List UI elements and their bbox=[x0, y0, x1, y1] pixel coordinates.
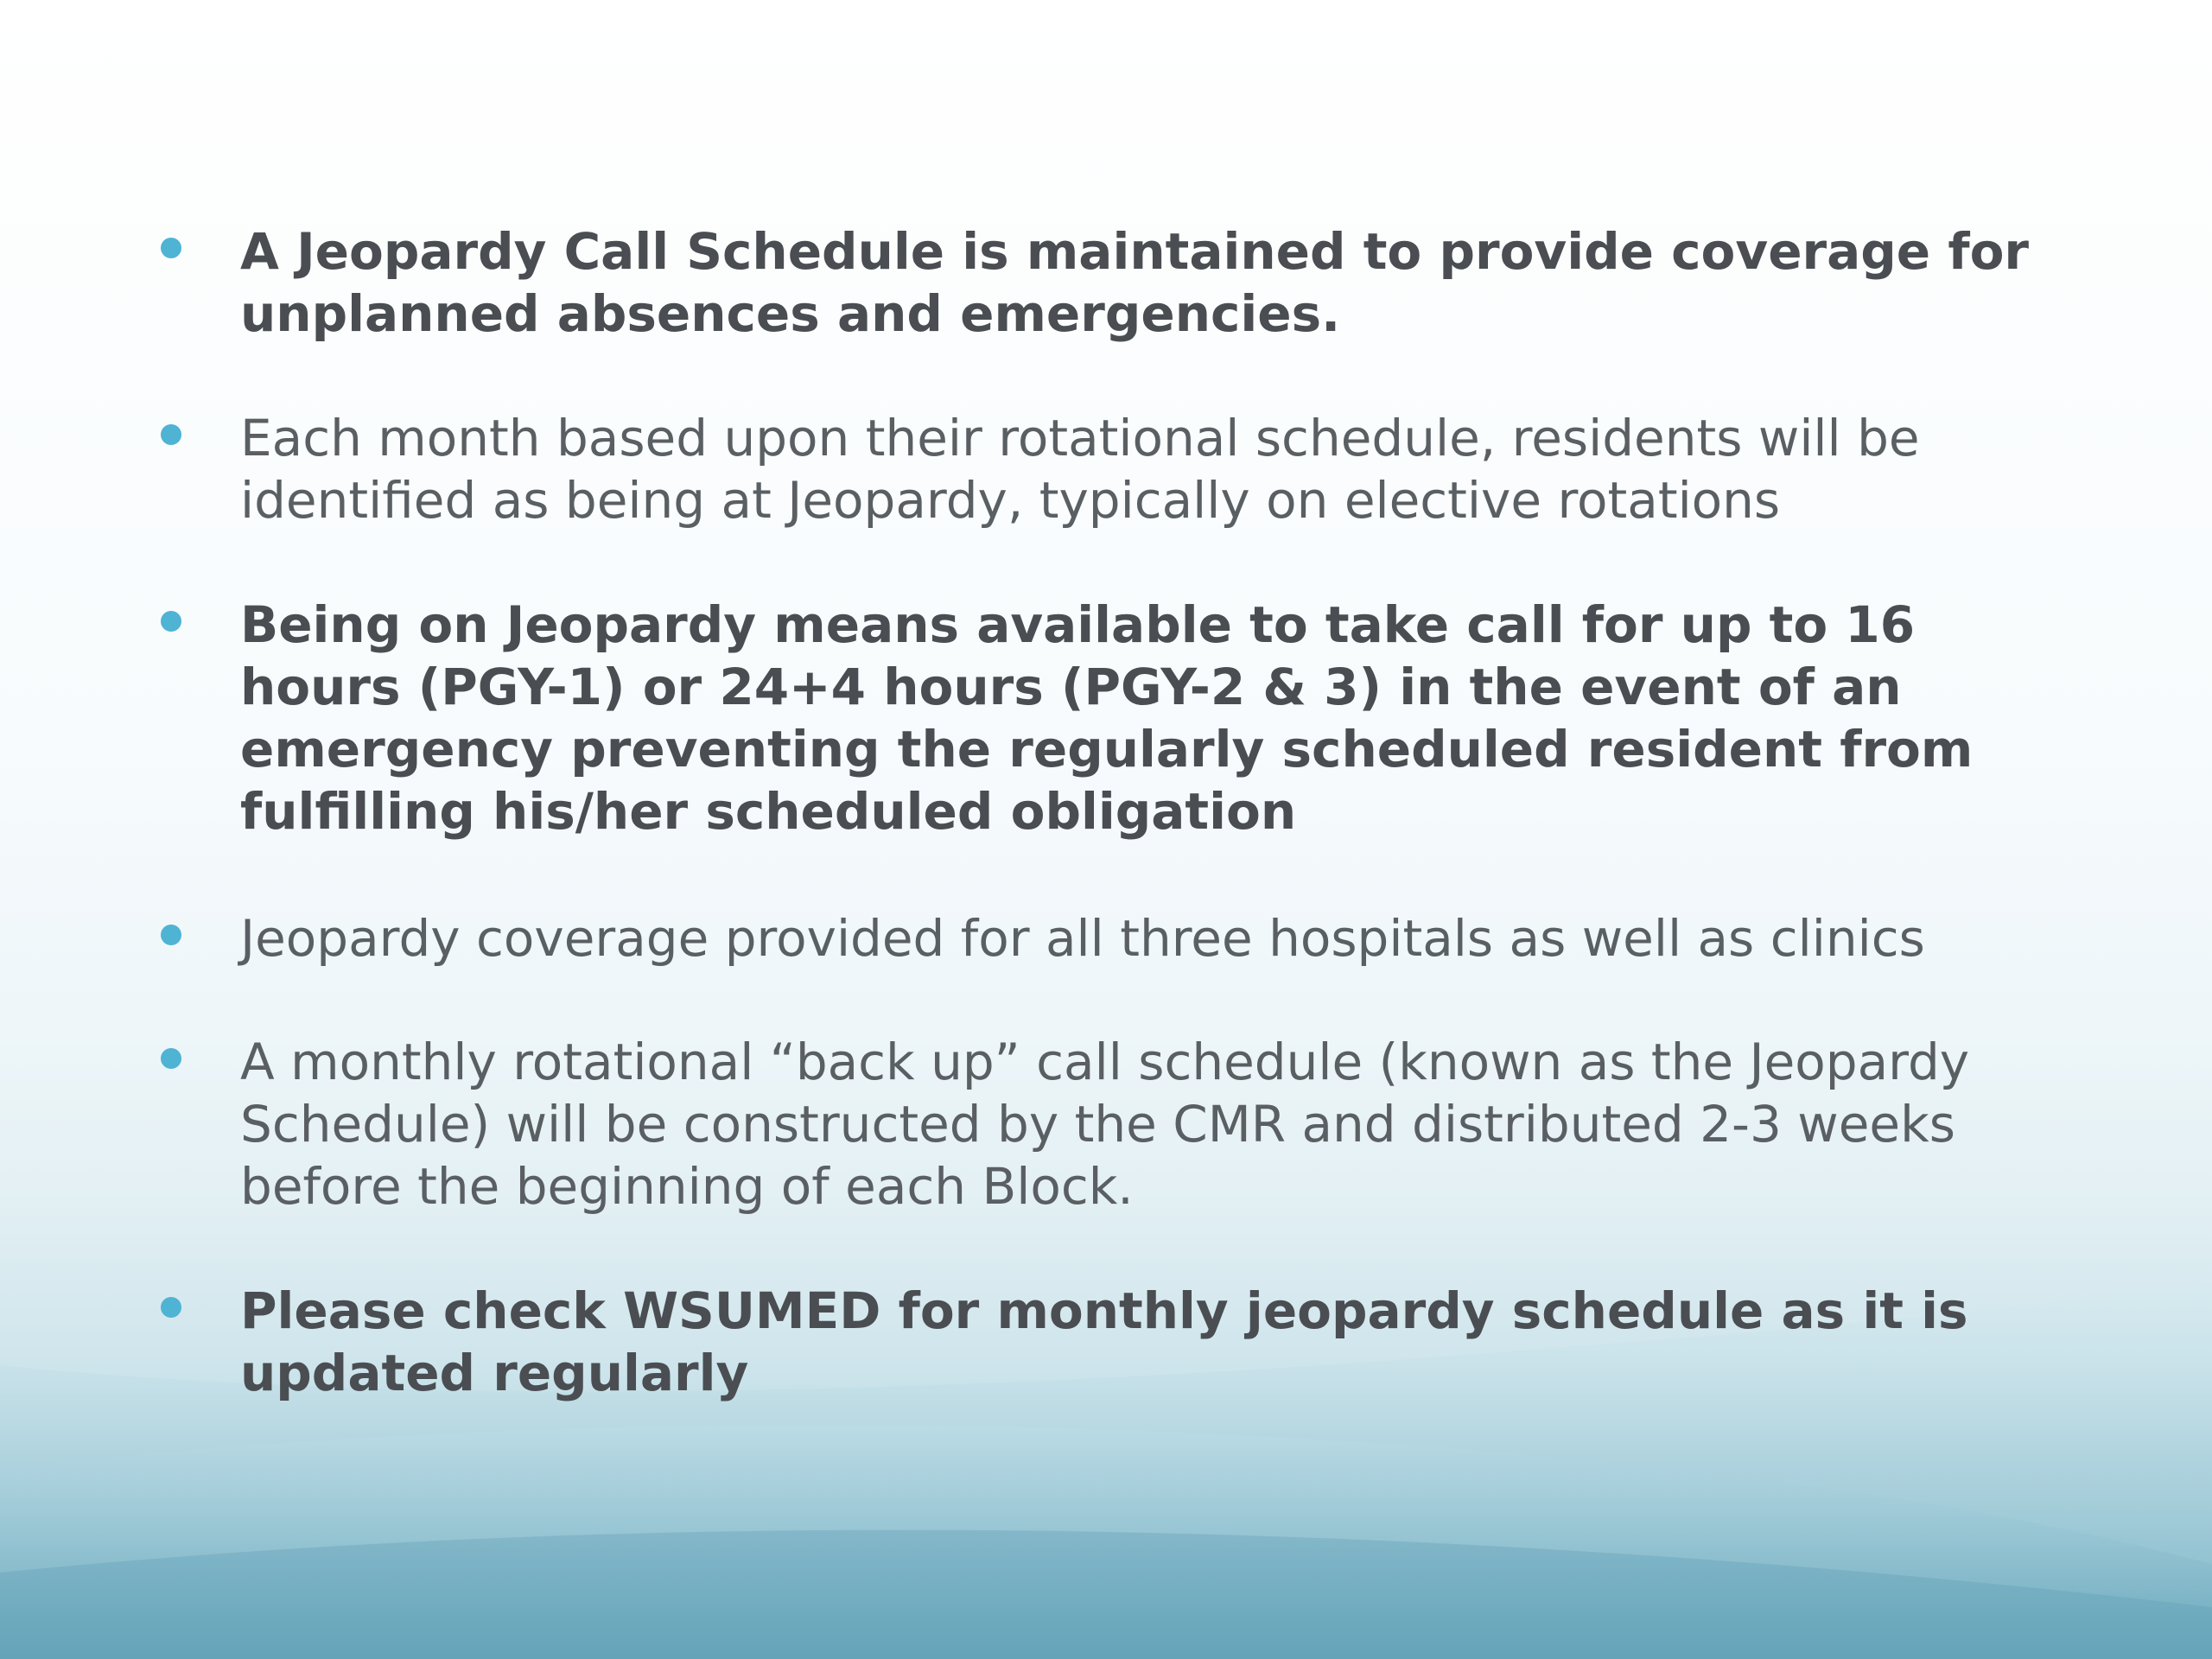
bullet-dot-icon bbox=[161, 1297, 181, 1318]
bullet-text: A monthly rotational “back up” call schedule (known as the Jeopardy Schedule) will be constructed by the CMR and distributed 2-3 weeks before the beginning of each Block. bbox=[240, 1033, 1970, 1216]
bullet-dot-icon bbox=[161, 611, 181, 632]
bullet-dot-icon bbox=[161, 424, 181, 445]
bullet-dot-icon bbox=[161, 1048, 181, 1069]
bullet-text: Jeopardy coverage provided for all three hospitals as well as clinics bbox=[240, 909, 1925, 968]
bullet-dot-icon bbox=[161, 925, 181, 945]
bullet-text: A Jeopardy Call Schedule is maintained to provide coverage for unplanned absences and emergencies. bbox=[240, 222, 2030, 343]
bullet-text: Being on Jeopardy means available to take call for up to 16 hours (PGY-1) or 24+4 hours (PGY-2 & 3) in the event of an emergency preventing the regularly scheduled resident from fulfilling his/her scheduled obligation bbox=[240, 595, 1974, 841]
bullet-text: Please check WSUMED for monthly jeopardy schedule as it is updated regularly bbox=[240, 1281, 1968, 1402]
bullet-text: Each month based upon their rotational schedule, residents will be identified as being at Jeopardy, typically on elective rotations bbox=[240, 409, 1920, 530]
bullet-dot-icon bbox=[161, 238, 181, 258]
